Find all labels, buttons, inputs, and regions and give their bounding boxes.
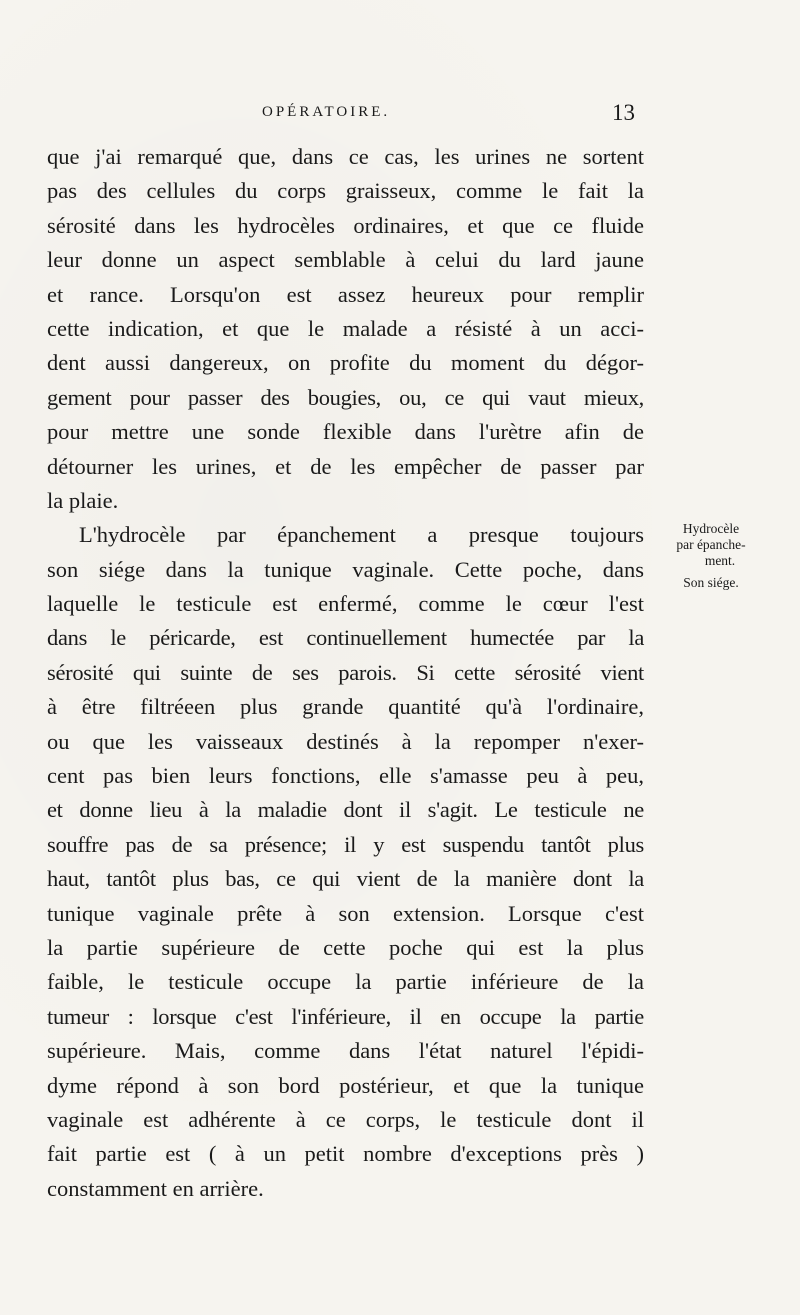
text-line: vaginale est adhérente à ce corps, le testicule dont il [47,1106,644,1132]
text-line: détourner les urines, et de les empêcher de passer par [47,453,644,479]
text-line: la partie supérieure de cette poche qui est la plus [47,934,644,960]
body-text [47,140,644,1206]
page-number: 13 [612,100,635,125]
text-line: supérieure. Mais, comme dans l'état naturel l'épidi- [47,1038,644,1064]
text-line: fait partie est ( à un petit nombre d'exceptions près ) [47,1141,644,1167]
margin-note-line: ment. [704,553,736,568]
text-line: sérosité qui suinte de ses parois. Si cette sérosité vient [47,659,644,685]
text-line: ou que les vaisseaux destinés à la repomper n'exer- [47,728,644,754]
text-line: pas des cellules du corps graisseux, comme le fait la [47,178,644,204]
text-line: cette indication, et que le malade a résisté à un acci- [47,315,644,341]
page-header [0,100,800,130]
text-line: à être filtréeen plus grande quantité qu'à l'ordinaire, [47,694,644,720]
text-line: cent pas bien leurs fonctions, elle s'amasse peu à peu, [47,763,644,789]
text-line: et donne lieu à la maladie dont il s'agit. Le testicule ne [47,797,644,823]
margin-notes [660,521,762,591]
text-line: dyme répond à son bord postérieur, et que la tunique [47,1072,644,1098]
text-line: constamment en arrière. [47,1175,264,1201]
text-line: laquelle le testicule est enfermé, comme le cœur l'est [47,591,644,617]
text-line: tumeur : lorsque c'est l'inférieure, il en occupe la partie [47,1003,644,1029]
margin-note-line: Hydrocèle [682,521,740,536]
text-line: haut, tantôt plus bas, ce qui vient de la manière dont la [47,866,644,892]
text-line: et rance. Lorsqu'on est assez heureux pour remplir [47,281,644,307]
text-line: gement pour passer des bougies, ou, ce qui vaut mieux, [47,384,644,410]
text-line: dent aussi dangereux, on profite du moment du dégor- [47,350,644,376]
margin-note-line: par épanche- [676,537,746,552]
text-line: leur donne un aspect semblable à celui du lard jaune [47,247,644,273]
margin-note-line: Son siége. [683,575,739,590]
text-line: faible, le testicule occupe la partie inférieure de la [47,969,644,995]
text-line: dans le péricarde, est continuellement humectée par la [47,625,644,651]
text-line: souffre pas de sa présence; il y est suspendu tantôt plus [47,831,644,857]
running-head: OPÉRATOIRE. [262,104,391,120]
text-line: sérosité dans les hydrocèles ordinaires, et que ce fluide [47,212,644,238]
text-line: son siége dans la tunique vaginale. Cette poche, dans [47,556,644,582]
text-line: L'hydrocèle par épanchement a presque toujours [79,522,644,548]
text-line: la plaie. [47,487,119,513]
text-line: pour mettre une sonde flexible dans l'urètre afin de [47,419,644,445]
text-line: que j'ai remarqué que, dans ce cas, les urines ne sortent [47,144,644,169]
text-line: tunique vaginale prête à son extension. Lorsque c'est [47,900,644,926]
